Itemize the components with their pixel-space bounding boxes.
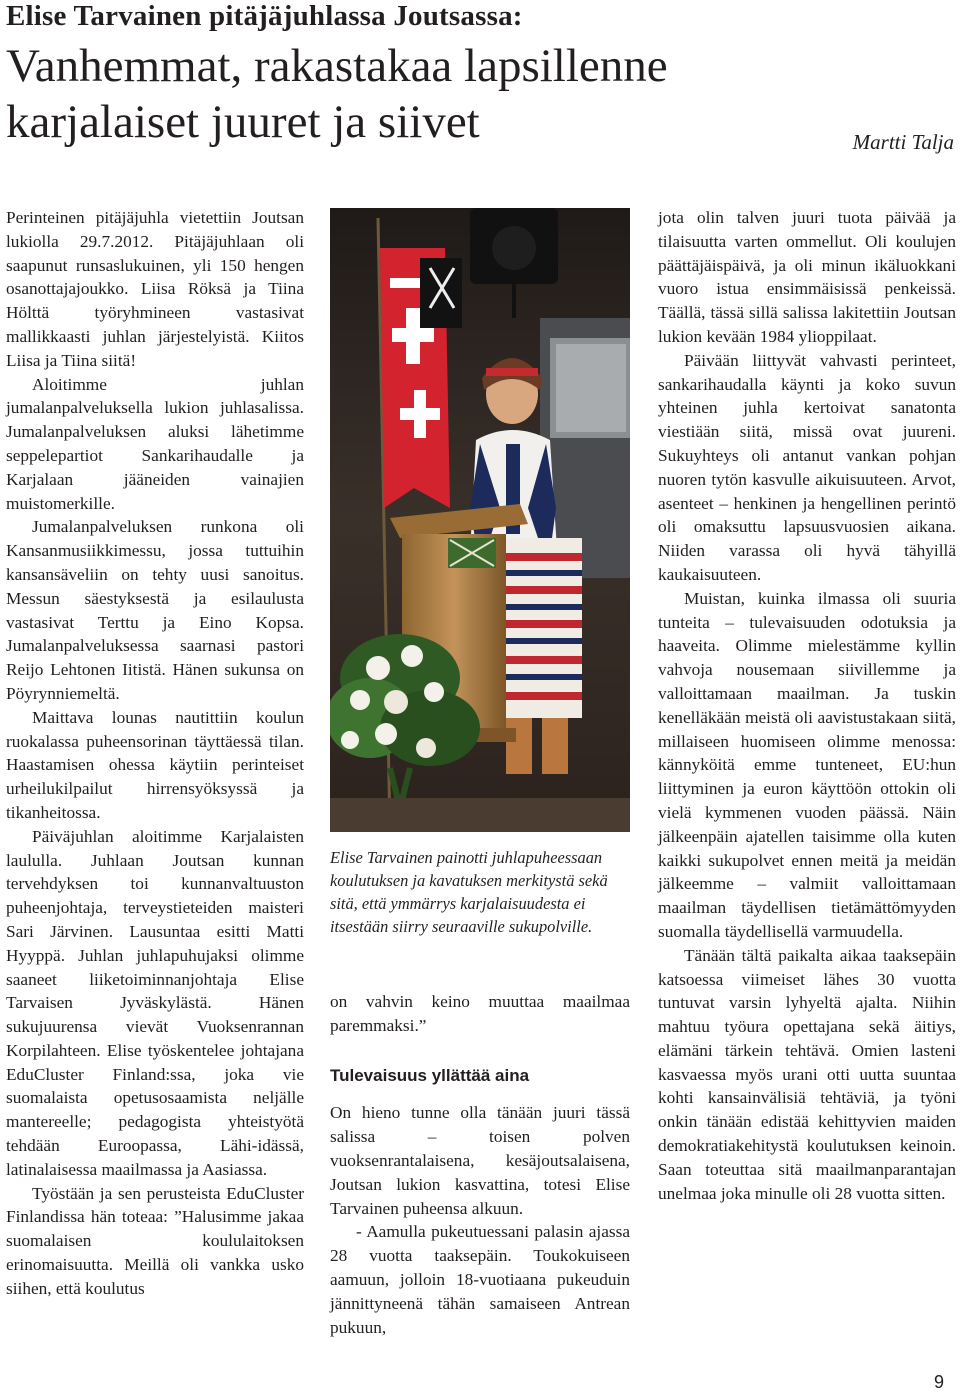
paragraph: Päiväjuhlan aloitimme Karjalaisten laululla. Juhlaan Joutsan kunnan tervehdyksen toi kunnanvaltuuston puheenjohtaja, terveystieteiden maisteri Sari Järvinen. Lausuntaa esitti Matti Hyyppä. Juhlan juhlapuhujaksi olimme saaneet liiketoiminnanjohtaja Elise Tarvaisen Jyväskylästä. Hänen sukujuurensa vievät Vuoksenrannan Korpilahteen. Elise työskentelee johtajana EduCluster Finland:ssa, joka vie suomalaista opetusosaamista neljälle mantereelle; pedagogista yhteistyötä tehdään Euroopassa, Lähi-idässä, latinalaisessa maailmassa ja Aasiassa. [6, 826, 304, 1179]
article-photo [330, 208, 630, 832]
photo-caption: Elise Tarvainen painotti juhlapuheessaan koulutuksen ja kavatuksen merkitystä sekä sitä, että ymmärrys karjalaisuudesta ei itsestään siirry seuraaville sukupolville. [330, 848, 608, 936]
article-kicker: Elise Tarvainen pitäjäjuhlassa Joutsassa: [6, 0, 523, 32]
paragraph: Perinteinen pitäjäjuhla vietettiin Joutsan lukiolla 29.7.2012. Pitäjäjuhlaan oli saapunut runsaslukuinen, yli 150 hengen osanottajajoukko. Liisa Röksä ja Tiina Hölttä työryhmineen vastasivat mallikkaasti juhlan järjestelyistä. Kiitos Liisa ja Tiina siitä! [6, 208, 304, 370]
paragraph: Päivään liittyvät vahvasti perinteet, sankarihaudalla käynti ja koko suvun yhteinen juhla kertoivat sanatonta viestiään siitä, missä ovat juureni. Sukuyhteys oli antanut vankan pohjan nuoren tytön kasvulle aikuisuuteen. Arvot, asenteet – henkinen ja hengellinen perintö oli omaksuttu lapsuusvuosien aikana. Niiden varassa oli hyvä tähyillä kaukaisuuteen. [658, 350, 956, 584]
paragraph: - Aamulla pukeutuessani palasin ajassa 28 vuotta taaksepäin. Toukokuiseen aamuun, jolloin 18-vuotiaana pukeuduin jännittyneenä tähän samaiseen Antrean pukuun, [330, 1222, 630, 1337]
paragraph: Aloitimme juhlan jumalanpalveluksella lukion juhlasalissa. Jumalanpalveluksen aluksi lähetimme seppelepartiot Sankarihaudalle ja Karjalaan jääneiden vainajien muistomerkille. [6, 374, 304, 513]
paragraph: on vahvin keino muuttaa maailmaa paremmaksi.” [330, 992, 630, 1035]
paragraph: Muistan, kuinka ilmassa oli suuria tunteita – tulevaisuuden odotuksia ja haaveita. Olimme mielestämme kyllin vahvoja nousemaan siivillemme ja valloittamaan maailman. Ja tuskin kenelläkään meistä oli aavistustakaan siitä, millaiseen huomiseen olimme menossa: kännyköitä emme tunteneet, EU:hun liittyminen ja euron käyttöön ottokin oli vielä kymmenen vuoden päässä. Näin jälkeenpäin ajatellen taisimme olla kuten kaikki sukupolvet ennen meitä ja meidän jälkeemme – valmiit valloittamaan maailman täydellisen tietämättömyyden suomalla täydellisellä varmuudella. [658, 588, 956, 941]
speaker-at-lectern-illustration [330, 208, 630, 832]
headline-line-1: Vanhemmat, rakastakaa lapsillenne [6, 40, 668, 92]
column-2 [330, 990, 630, 1339]
paragraph: Tänään tältä paikalta aikaa taaksepäin katsoessa viimeiset lähes 30 vuotta tuntuvat varsin lyhyeltä ajalta. Niihin mahtuu työura opettajana sekä äitiys, elämäni tärkein tehtävä. Omien lasteni kasvaessa myös urani otti uutta suuntaa kohti kansainvälisiä tehtäviä, ja työni onkin tänään edistää kehittyvien maiden demokratiakehitystä koulutuksen keinoin. Saan toteuttaa sitä maailmanparantajan unelmaa joka minulle oli 28 vuotta sitten. [658, 945, 956, 1203]
headline-line-2: karjalaiset juuret ja siivet [6, 96, 480, 148]
paragraph: jota olin talven juuri tuota päivää ja tilaisuutta varten ommellut. Oli koulujen päättäjäispäivä, ja oli minun ikäluokkani vuoro istua ensimmäisissä penkeissä. Täällä, tässä sillä salissa lakitettiin Joutsan lukion kevään 1984 ylioppilaat. [658, 208, 956, 346]
paragraph: Maittava lounas nautittiin koulun ruokalassa puheensorinan täyttäessä tilan. Haastamisen ohessa käytiin perinteiset urheilukilpailut hirrensyöksyssä ja tikanheitossa. [6, 707, 304, 822]
column-1 [6, 206, 304, 1301]
column-3 [658, 206, 956, 1205]
paragraph: Työstään ja sen perusteista EduCluster Finlandissa hän toteaa: ”Halusimme jakaa suomalaisen koululaitoksen erinomaisuutta. Meillä oli vankka usko siihen, että koulutus [6, 1183, 304, 1298]
byline: Martti Talja [852, 130, 954, 154]
section-subheading: Tulevaisuus yllättää aina [330, 1065, 530, 1085]
article-headline [6, 38, 826, 150]
paragraph: Jumalanpalveluksen runkona oli Kansanmusiikkimessu, jossa tuttuihin kansansäveliin on tehty uusi sanoitus. Messun säestyksestä ja esilaulusta vastasivat Terttu ja Eino Kopsa. Jumalanpalveluksessa saarnasi pastori Reijo Lehtonen Iitistä. Hänen sukunsa on Pöyrynniemeltä. [6, 517, 304, 703]
paragraph: On hieno tunne olla tänään juuri tässä salissa – toisen polven vuoksenrantalaisena, kesäjoutsalaisena, Joutsan lukion kasvattina, totesi Elise Tarvainen puheensa alkuun. [330, 1103, 630, 1218]
page-number: 9 [933, 1372, 944, 1392]
